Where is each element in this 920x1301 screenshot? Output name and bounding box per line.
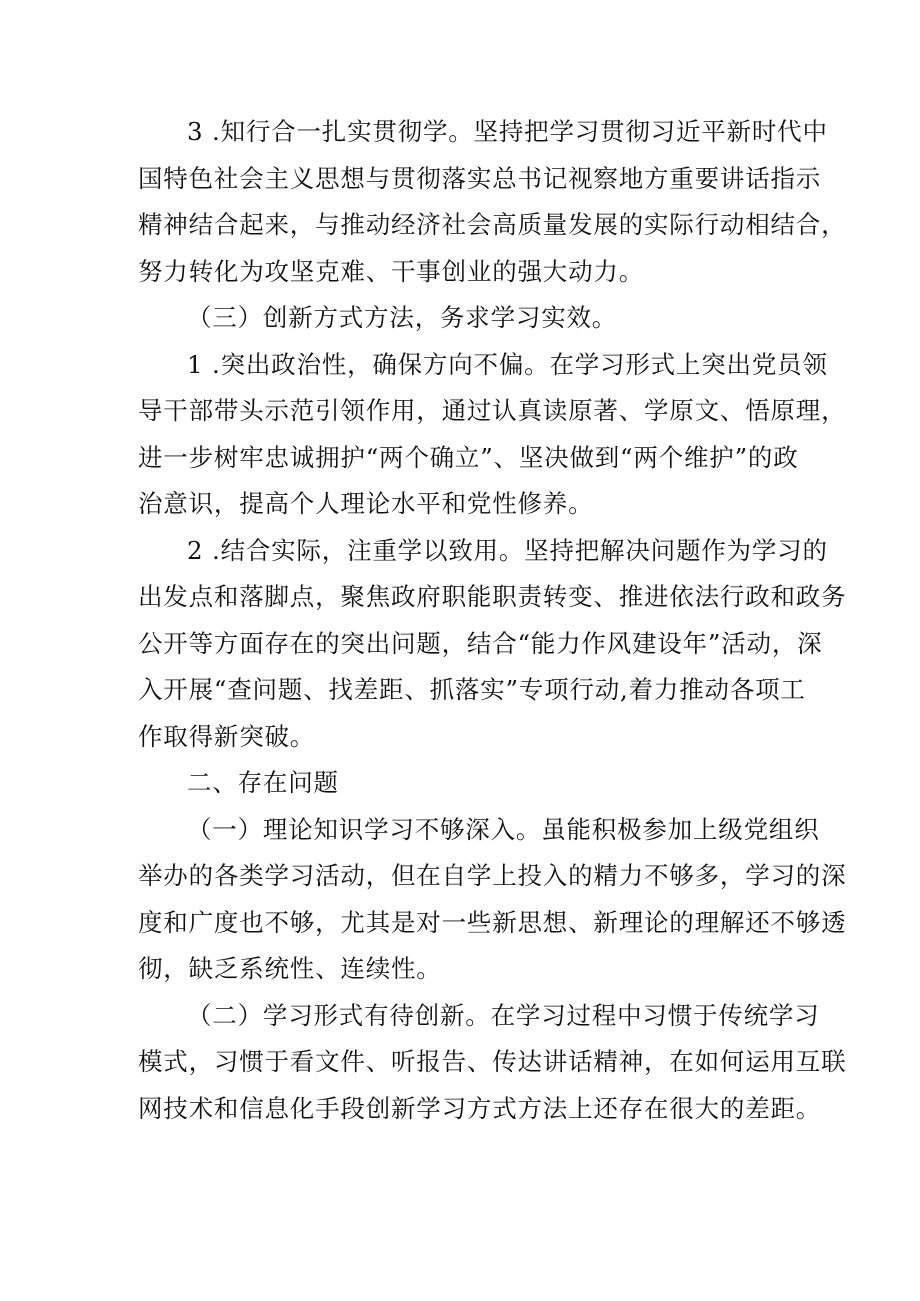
paragraph-line: （一）理论知识学习不够深入。虽能积极参加上级党组织 — [187, 814, 820, 844]
paragraph-3 — [138, 342, 847, 528]
paragraph-line: 导干部带头示范引领作用，通过认真读原著、学原文、悟原理， — [138, 396, 847, 425]
paragraph-line: 度和广度也不够，尤其是对一些新思想、新理论的理解还不够透 — [138, 907, 847, 937]
paragraph-4 — [138, 528, 847, 761]
paragraph-line: 治意识，提高个人理论水平和党性修养。 — [138, 489, 594, 518]
document-body — [138, 109, 847, 1132]
paragraph-line: 1 .突出政治性，确保方向不偏。在学习形式上突出党员领 — [187, 349, 828, 379]
paragraph-line: 2 .结合实际，注重学以致用。坚持把解决问题作为学习的 — [187, 535, 828, 565]
paragraph-line: 出发点和落脚点，聚焦政府职能职责转变、推进依法行政和政务 — [138, 582, 847, 611]
section-heading-2 — [138, 760, 788, 807]
paragraph-line: 入开展“查问题、找差距、抓落实”专项行动,着力推动各项工 — [138, 675, 806, 704]
paragraph-line: 努力转化为攻坚克难、干事创业的强大动力。 — [138, 256, 644, 286]
paragraph-line: 进一步树牢忠诚拥护“两个确立”、坚决做到“两个维护”的政 — [138, 442, 799, 472]
paragraph-6 — [138, 807, 847, 993]
paragraph-line: （二）学习形式有待创新。在学习过程中习惯于传统学习 — [187, 1000, 820, 1030]
paragraph-line: 模式，习惯于看文件、听报告、传达讲话精神，在如何运用互联 — [138, 1047, 847, 1076]
paragraph-7 — [138, 993, 847, 1133]
paragraph-line: 作取得新突破。 — [138, 721, 316, 751]
paragraph-line: 网技术和信息化手段创新学习方式方法上还存在很大的差距。 — [138, 1093, 822, 1123]
paragraph-line: 二、存在问题 — [187, 768, 339, 797]
paragraph-1 — [138, 109, 847, 295]
paragraph-line: 公开等方面存在的突出问题，结合“能力作风建设年”活动，深 — [138, 628, 823, 658]
paragraph-line: 举办的各类学习活动，但在自学上投入的精力不够多，学习的深 — [138, 861, 847, 890]
paragraph-line: （三）创新方式方法，务求学习实效。 — [187, 303, 618, 332]
paragraph-line: 国特色社会主义思想与贯彻落实总书记视察地方重要讲话指示 — [138, 163, 822, 193]
paragraph-line: 3 .知行合一扎实贯彻学。坚持把学习贯彻习近平新时代中 — [187, 117, 828, 146]
paragraph-line: 精神结合起来，与推动经济社会高质量发展的实际行动相结合， — [138, 210, 847, 239]
section-heading-3 — [138, 295, 788, 342]
paragraph-line: 彻，缺乏系统性、连续性。 — [138, 954, 442, 983]
